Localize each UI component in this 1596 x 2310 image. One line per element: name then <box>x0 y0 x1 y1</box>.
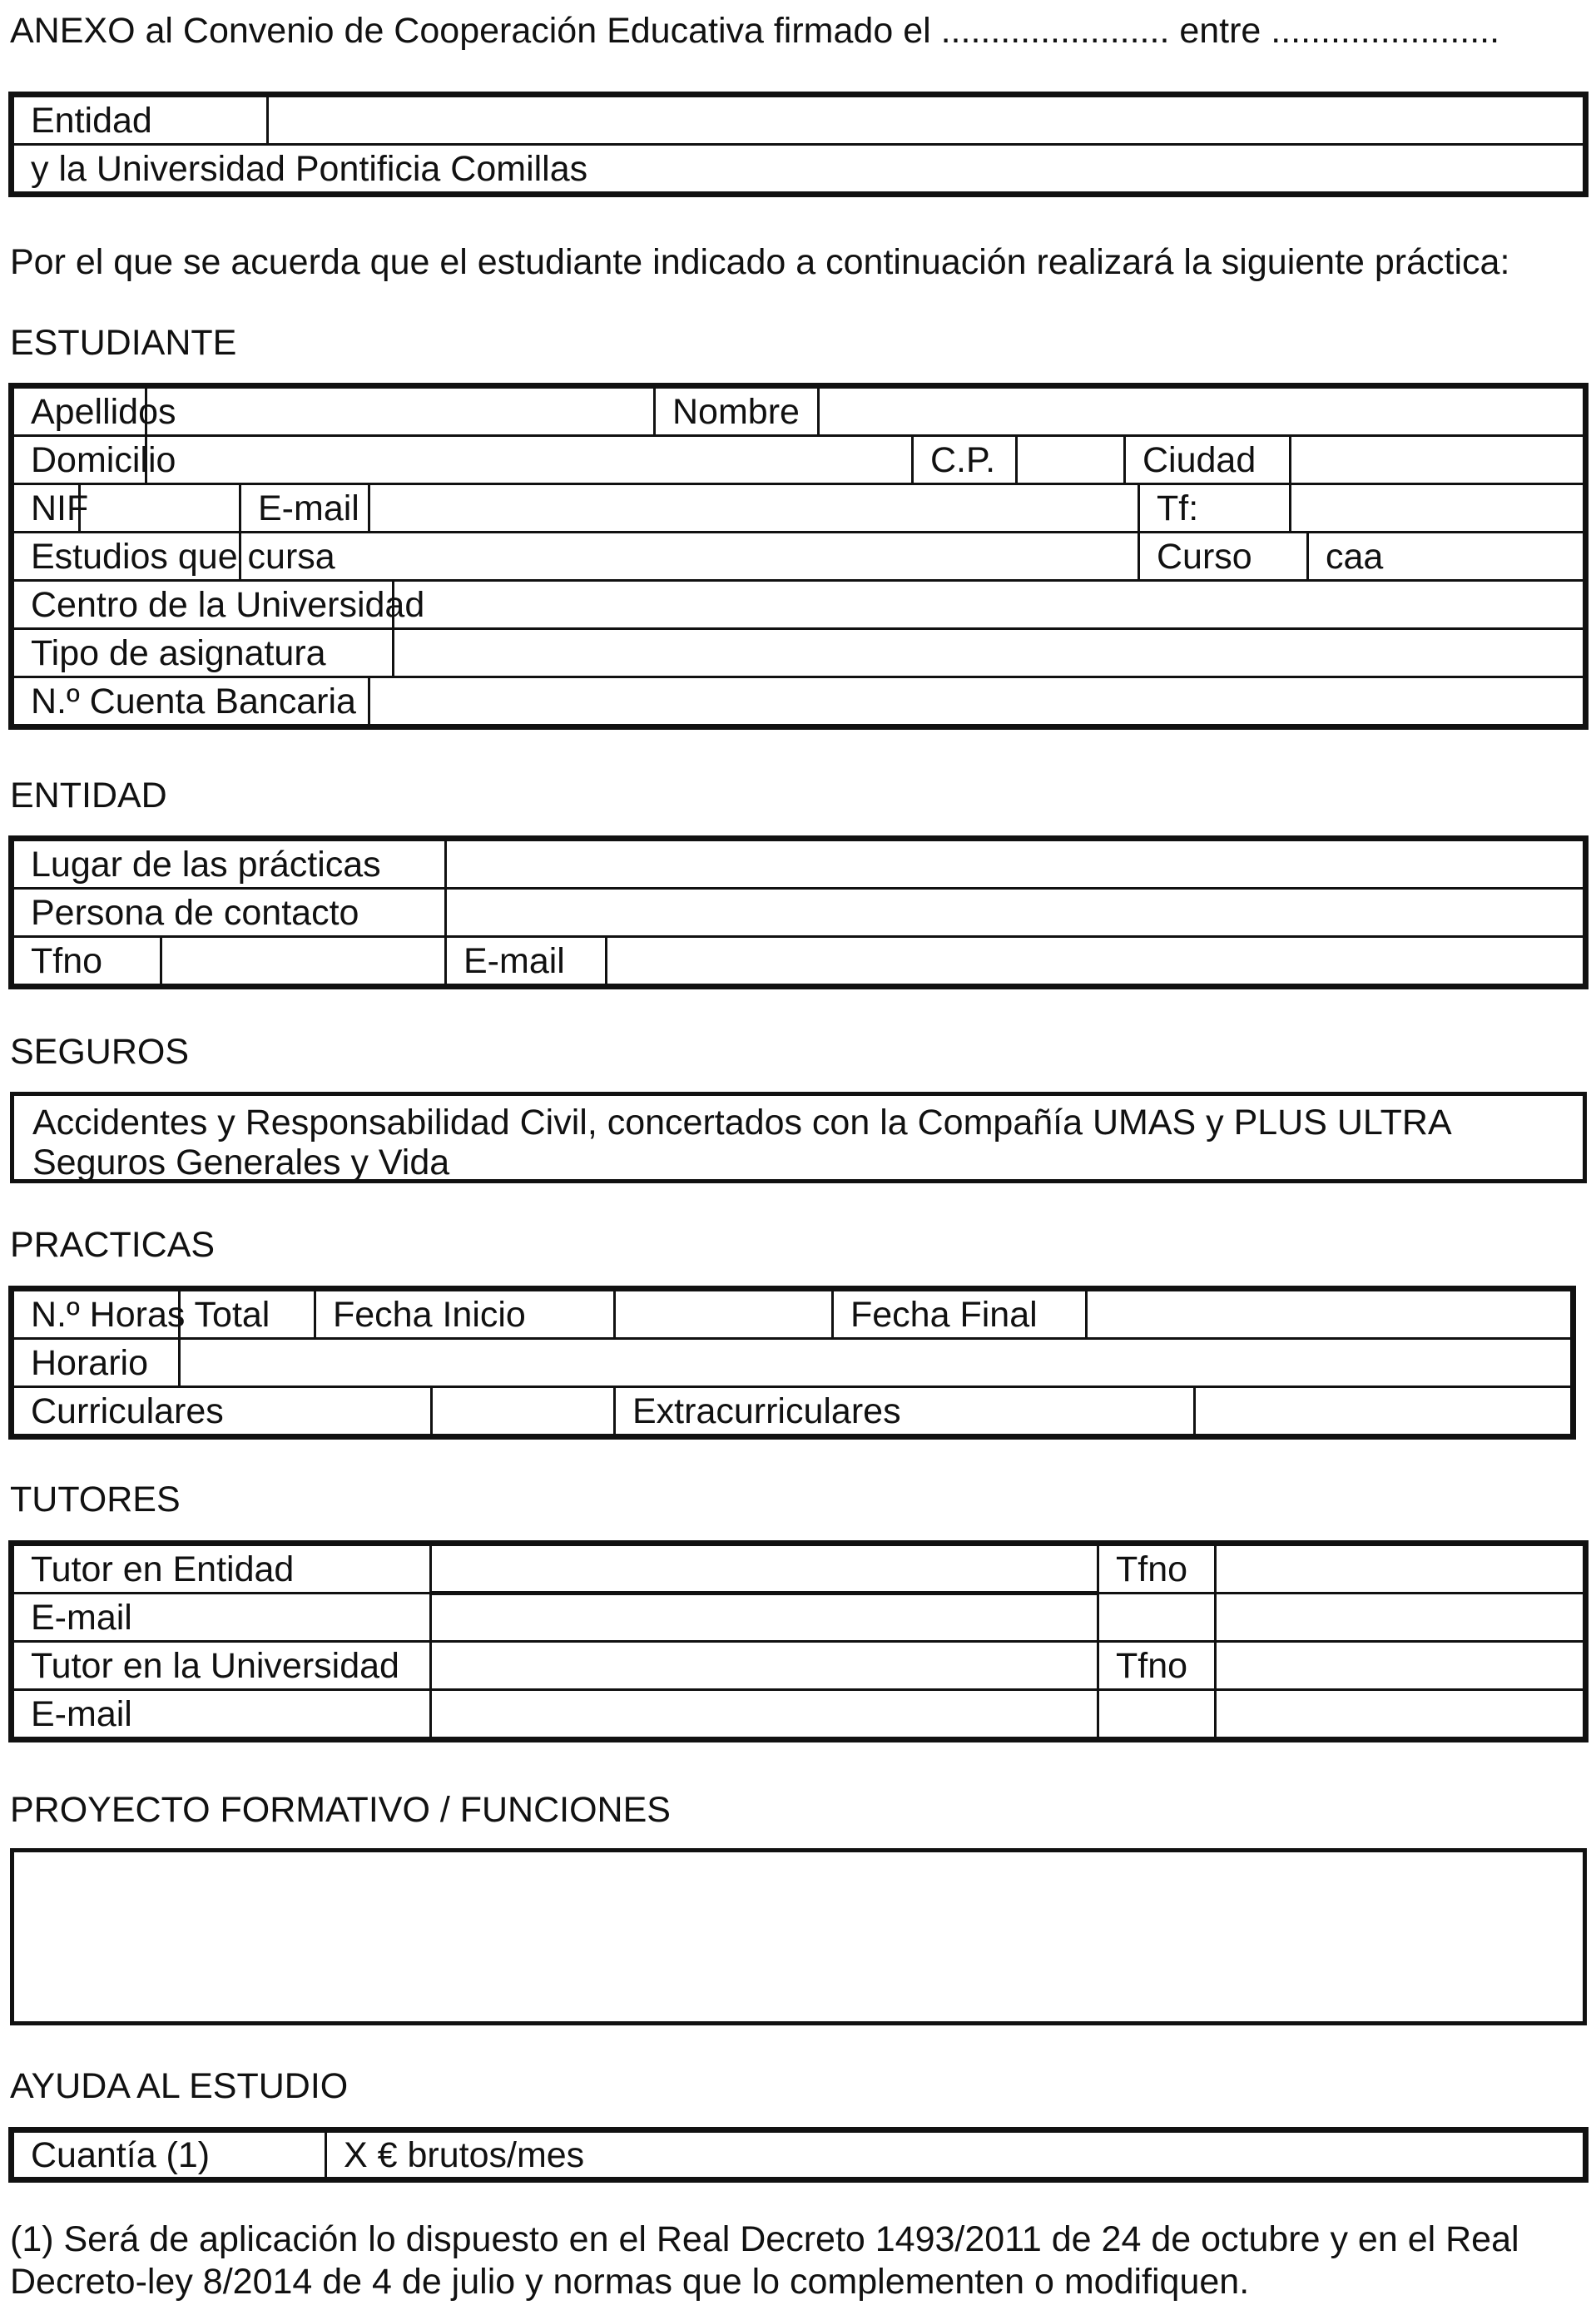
fecha-final-field[interactable] <box>1087 1291 1572 1339</box>
entidad-email-label: E-mail <box>446 937 607 985</box>
nif-field[interactable] <box>80 484 240 533</box>
nombre-field[interactable] <box>819 388 1584 436</box>
blank-cell <box>1098 1690 1216 1738</box>
tutor-entidad-field[interactable] <box>431 1545 1098 1594</box>
parties-table <box>12 95 1585 194</box>
entidad-tfno-field[interactable] <box>161 937 446 985</box>
extracurriculares-label: Extracurriculares <box>615 1387 1195 1435</box>
blank-cell <box>1098 1594 1216 1642</box>
seguros-box <box>10 1092 1587 1183</box>
nombre-label: Nombre <box>655 388 819 436</box>
entidad-label: Entidad <box>13 97 268 145</box>
tf-field[interactable] <box>1291 484 1584 533</box>
centro-label: Centro de la Universidad <box>13 581 394 629</box>
cp-field[interactable] <box>1017 436 1125 484</box>
curso-label: Curso <box>1139 533 1308 581</box>
estudios-field[interactable] <box>240 533 1139 581</box>
apellidos-label: Apellidos <box>13 388 146 436</box>
ayuda-table <box>12 2130 1585 2179</box>
domicilio-field[interactable] <box>146 436 913 484</box>
persona-contacto-label: Persona de contacto <box>13 889 446 937</box>
apellidos-field[interactable] <box>146 388 655 436</box>
horario-field[interactable] <box>180 1339 1572 1387</box>
practicas-heading: PRACTICAS <box>10 1225 216 1265</box>
seguros-line1: Accidentes y Responsabilidad Civil, concertados con la Compañía UMAS y PLUS ULTRA <box>32 1103 1452 1143</box>
fecha-inicio-label: Fecha Inicio <box>315 1291 615 1339</box>
seguros-line2: Seguros Generales y Vida <box>32 1143 450 1182</box>
lugar-label: Lugar de las prácticas <box>13 840 446 889</box>
student-email-field[interactable] <box>369 484 1139 533</box>
tutores-heading: TUTORES <box>10 1480 181 1519</box>
tutor-universidad-label: Tutor en la Universidad <box>13 1642 431 1690</box>
blank-cell <box>1216 1690 1584 1738</box>
estudiante-table <box>12 386 1585 726</box>
footnote-line2: Decreto-ley 8/2014 de 4 de julio y normas que lo complementen o modifiquen. <box>10 2262 1250 2302</box>
horas-label: N.º Horas Total <box>13 1291 180 1339</box>
ciudad-label: Ciudad <box>1125 436 1291 484</box>
document-intro: ANEXO al Convenio de Cooperación Educativa firmado el ....................... entre ....................... <box>10 11 1500 51</box>
tutor-entidad-label: Tutor en Entidad <box>13 1545 431 1594</box>
tipo-asignatura-field[interactable] <box>394 629 1584 677</box>
student-email-label: E-mail <box>240 484 369 533</box>
curriculares-field[interactable] <box>432 1387 615 1435</box>
curso-field[interactable]: caa <box>1308 533 1584 581</box>
ayuda-heading: AYUDA AL ESTUDIO <box>10 2066 349 2106</box>
seguros-heading: SEGUROS <box>10 1032 190 1072</box>
proyecto-heading: PROYECTO FORMATIVO / FUNCIONES <box>10 1790 671 1830</box>
tutor-universidad-email-label: E-mail <box>13 1690 431 1738</box>
entidad-table <box>12 839 1585 986</box>
tutor-entidad-email-label: E-mail <box>13 1594 431 1642</box>
tutor-universidad-field[interactable] <box>431 1642 1098 1690</box>
persona-contacto-field[interactable] <box>446 889 1584 937</box>
tutor-entidad-tfno-field[interactable] <box>1216 1545 1584 1594</box>
agreement-text: Por el que se acuerda que el estudiante indicado a continuación realizará la siguiente práctica: <box>10 242 1510 282</box>
extracurriculares-field[interactable] <box>1195 1387 1572 1435</box>
estudios-label: Estudios que cursa <box>13 533 240 581</box>
entidad-tfno-label: Tfno <box>13 937 161 985</box>
tutores-table <box>12 1544 1585 1739</box>
tf-label: Tf: <box>1139 484 1291 533</box>
tutor-entidad-tfno-label: Tfno <box>1098 1545 1216 1594</box>
entidad-heading: ENTIDAD <box>10 776 167 815</box>
ciudad-field[interactable] <box>1291 436 1584 484</box>
practicas-table <box>12 1289 1573 1436</box>
centro-field[interactable] <box>394 581 1584 629</box>
domicilio-label: Domicilio <box>13 436 146 484</box>
tipo-asignatura-label: Tipo de asignatura <box>13 629 394 677</box>
cp-label: C.P. <box>913 436 1017 484</box>
lugar-field[interactable] <box>446 840 1584 889</box>
tutor-universidad-email-field[interactable] <box>431 1690 1098 1738</box>
tutor-entidad-email-field[interactable] <box>431 1594 1098 1642</box>
tutor-universidad-tfno-field[interactable] <box>1216 1642 1584 1690</box>
entidad-field[interactable] <box>268 97 1584 145</box>
tutor-universidad-tfno-label: Tfno <box>1098 1642 1216 1690</box>
curriculares-label: Curriculares <box>13 1387 432 1435</box>
proyecto-field[interactable] <box>10 1848 1587 2025</box>
footnote-line1: (1) Será de aplicación lo dispuesto en el Real Decreto 1493/2011 de 24 de octubre y en el Real <box>10 2219 1519 2259</box>
cuenta-bancaria-field[interactable] <box>369 677 1584 726</box>
fecha-inicio-field[interactable] <box>615 1291 833 1339</box>
estudiante-heading: ESTUDIANTE <box>10 323 237 363</box>
entidad-email-field[interactable] <box>607 937 1584 985</box>
nif-label: NIF <box>13 484 80 533</box>
horario-label: Horario <box>13 1339 180 1387</box>
cuantia-value[interactable]: X € brutos/mes <box>326 2132 1584 2179</box>
cuantia-label: Cuantía (1) <box>13 2132 326 2179</box>
blank-cell <box>1216 1594 1584 1642</box>
universidad-text: y la Universidad Pontificia Comillas <box>13 145 1584 193</box>
fecha-final-label: Fecha Final <box>833 1291 1087 1339</box>
cuenta-bancaria-label: N.º Cuenta Bancaria <box>13 677 369 726</box>
